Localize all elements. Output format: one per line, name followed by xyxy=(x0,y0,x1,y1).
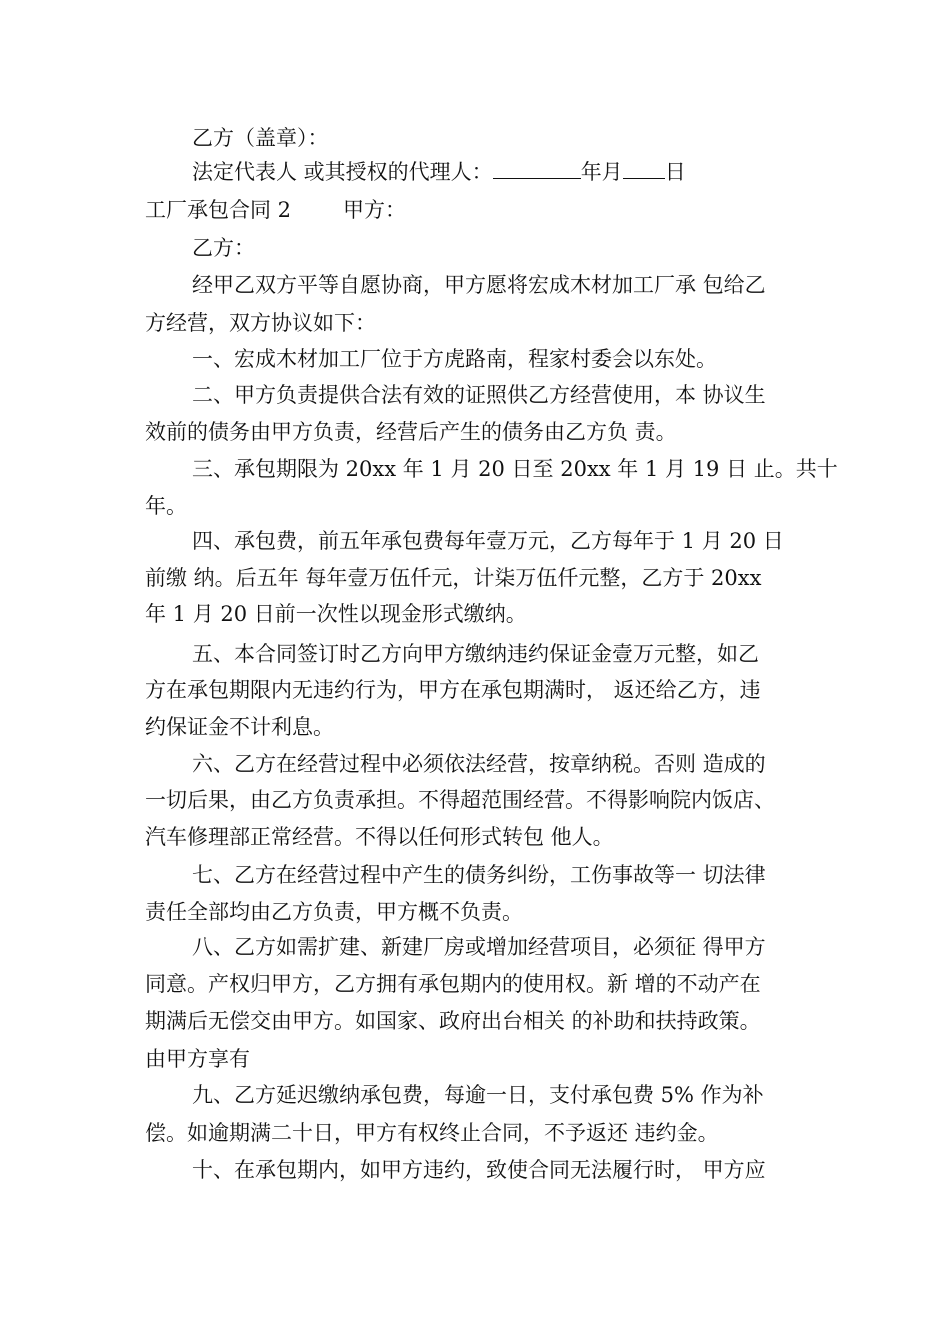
clause-8: 八、乙方如需扩建、新建厂房或增加经营项目，必须征 得甲方 xyxy=(192,935,766,959)
contract-title-text: 工厂承包合同 2 xyxy=(145,198,292,222)
clause-5: 五、本合同签订时乙方向甲方缴纳违约保证金壹万元整，如乙 xyxy=(192,642,759,666)
text-line: 方经营，双方协议如下： xyxy=(145,311,376,335)
text-line: 一切后果，由乙方负责承担。不得超范围经营。不得影响院内饭店、 xyxy=(145,788,775,812)
clause-3: 三、承包期限为 20xx 年 1 月 20 日至 20xx 年 1 月 19 日 止。共十 xyxy=(192,457,838,481)
clause-2: 二、甲方负责提供合法有效的证照供乙方经营使用，本 协议生 xyxy=(192,383,766,407)
text-line: 汽车修理部正常经营。不得以任何形式转包 他人。 xyxy=(145,825,614,849)
signature-party-b: 乙方（盖章）： xyxy=(192,126,329,150)
text-line: 同意。产权归甲方，乙方拥有承包期内的使用权。新 增的不动产在 xyxy=(145,972,761,996)
text-line: 约保证金不计利息。 xyxy=(145,715,334,739)
date-label: 年月 xyxy=(580,160,623,184)
clause-9: 九、乙方延迟缴纳承包费，每逾一日，支付承包费 5% 作为补 xyxy=(192,1083,764,1107)
text-line: 效前的债务由甲方负责，经营后产生的债务由乙方负 责。 xyxy=(145,420,677,444)
text-line: 责任全部均由乙方负责，甲方概不负责。 xyxy=(145,900,523,924)
text-line: 年 1 月 20 日前一次性以现金形式缴纳。 xyxy=(145,602,527,626)
blank-line xyxy=(493,158,581,179)
party-a-label: 甲方： xyxy=(343,198,407,222)
text-line: 期满后无偿交由甲方。如国家、政府出台相关 的补助和扶持政策。 xyxy=(145,1009,761,1033)
blank-line xyxy=(623,158,665,179)
party-b-label: 乙方： xyxy=(192,236,255,260)
clause-4: 四、承包费，前五年承包费每年壹万元，乙方每年于 1 月 20 日 xyxy=(192,529,784,553)
contract-title xyxy=(145,196,406,224)
text-line: 经甲乙双方平等自愿协商，甲方愿将宏成木材加工厂承 包给乙 xyxy=(192,273,766,297)
text-line: 年。 xyxy=(145,494,187,518)
representative-line xyxy=(192,158,686,186)
text-line: 前缴 纳。后五年 每年壹万伍仟元，计柒万伍仟元整，乙方于 20xx xyxy=(145,566,762,590)
clause-10: 十、在承包期内，如甲方违约，致使合同无法履行时， 甲方应 xyxy=(192,1158,766,1182)
clause-7: 七、乙方在经营过程中产生的债务纠纷，工伤事故等一 切法律 xyxy=(192,863,766,887)
day-label: 日 xyxy=(664,160,686,184)
text-line: 偿。如逾期满二十日，甲方有权终止合同，不予返还 违约金。 xyxy=(145,1121,719,1145)
clause-1: 一、宏成木材加工厂位于方虎路南，程家村委会以东处。 xyxy=(192,347,717,371)
clause-6: 六、乙方在经营过程中必须依法经营，按章纳税。否则 造成的 xyxy=(192,752,766,776)
representative-label: 法定代表人 或其授权的代理人： xyxy=(192,160,493,184)
text-line: 方在承包期限内无违约行为，甲方在承包期满时， 返还给乙方，违 xyxy=(145,678,761,702)
text-line: 由甲方享有 xyxy=(145,1047,250,1071)
